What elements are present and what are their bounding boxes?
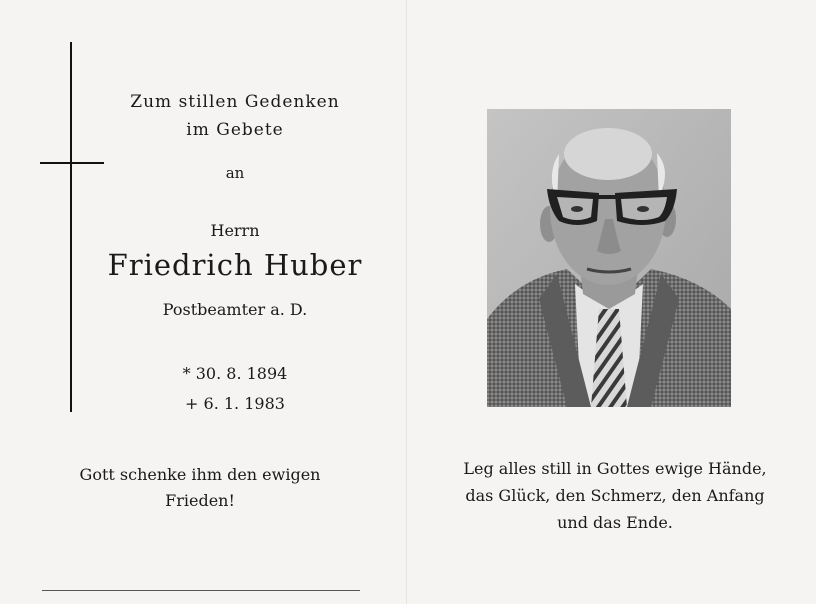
blessing-line-2: Frieden! xyxy=(165,491,235,510)
cross-vertical-bar xyxy=(70,42,72,412)
blessing-line-1: Gott schenke ihm den ewigen xyxy=(79,465,321,484)
verse-text xyxy=(440,455,790,536)
verse-line-3: und das Ende. xyxy=(557,513,673,532)
fold-line xyxy=(406,0,407,604)
remembrance-line-1: Zum stillen Gedenken xyxy=(130,92,340,112)
an-text: an xyxy=(225,164,245,182)
portrait-illustration xyxy=(487,109,731,407)
birth-date: * 30. 8. 1894 xyxy=(182,364,288,383)
remembrance-heading xyxy=(100,88,370,144)
occupation: Postbeamter a. D. xyxy=(162,300,308,319)
deceased-name: Friedrich Huber xyxy=(107,248,363,282)
cross-horizontal-bar xyxy=(40,162,104,164)
bottom-rule xyxy=(42,590,360,591)
death-date: + 6. 1. 1983 xyxy=(185,394,285,413)
portrait-photo xyxy=(487,109,731,407)
verse-line-1: Leg alles still in Gottes ewige Hände, xyxy=(463,459,767,478)
salutation: Herrn xyxy=(210,221,260,240)
verse-line-2: das Glück, den Schmerz, den Anfang xyxy=(465,486,765,505)
remembrance-line-2: im Gebete xyxy=(186,120,284,140)
blessing-text xyxy=(60,462,340,514)
